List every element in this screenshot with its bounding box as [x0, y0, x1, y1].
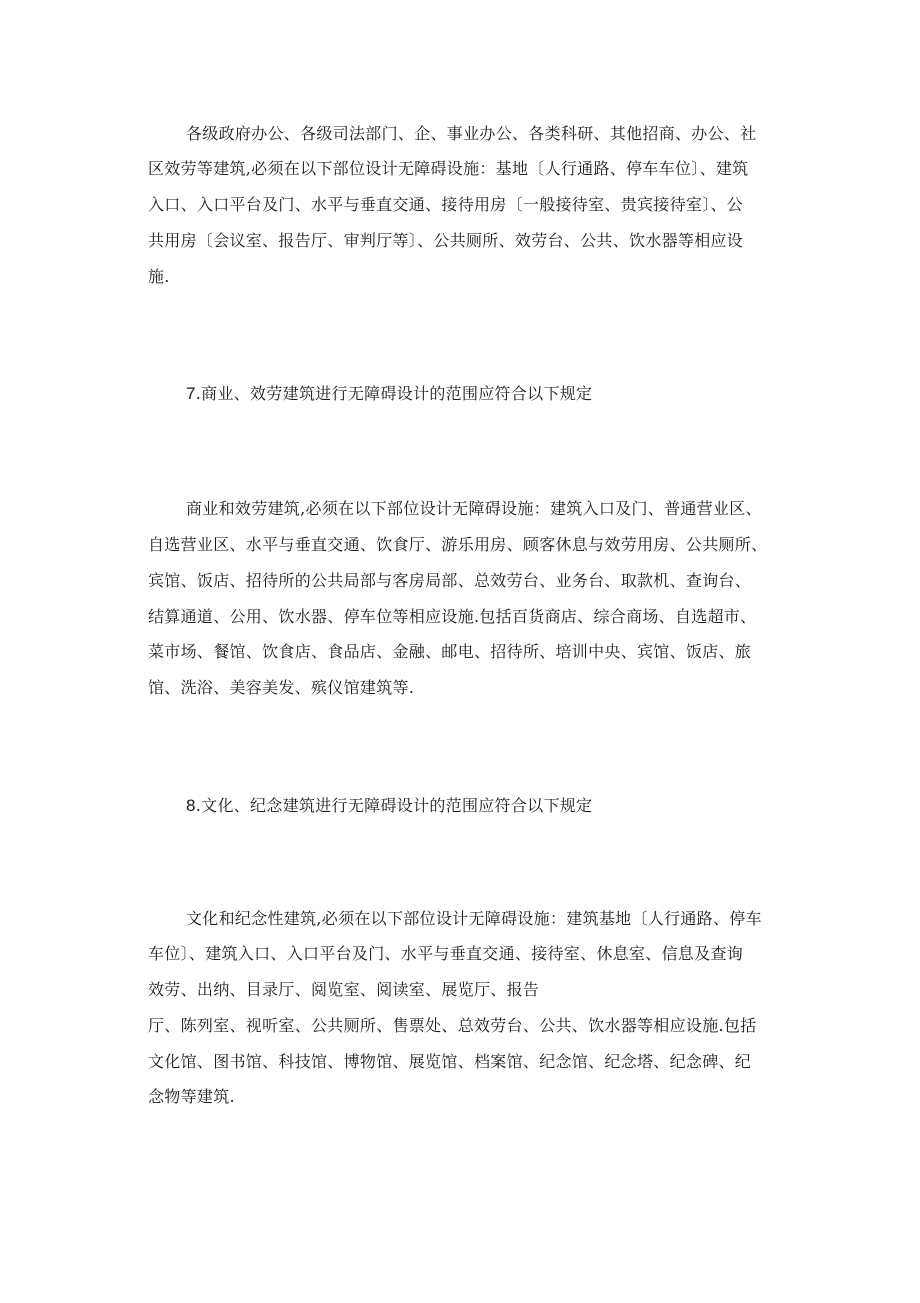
paragraph-line: 结算通道、公用、饮水器、停车位等相应设施.包括百货商店、综合商场、自选超市、: [148, 607, 757, 626]
paragraph-line: 施.: [148, 267, 170, 286]
paragraph-line: 馆、洗浴、美容美发、殡仪馆建筑等.: [148, 678, 415, 697]
section-heading-8: [186, 796, 592, 816]
paragraph-line: 文化馆、图书馆、科技馆、博物馆、展览馆、档案馆、纪念馆、纪念塔、纪念碑、纪: [148, 1052, 752, 1071]
heading-number: 7: [186, 384, 196, 403]
section-heading-7: [186, 384, 592, 404]
paragraph-line: 区效劳等建筑,必须在以下部位设计无障碍设施：基地〔人行通路、停车车位〕、建筑: [148, 159, 749, 178]
paragraph-line: 念物等建筑.: [148, 1087, 235, 1106]
paragraph-line: 效劳、出纳、目录厅、阅览室、阅读室、展览厅、报告: [148, 980, 540, 999]
paragraph-line: 商业和效劳建筑,必须在以下部位设计无障碍设施：建筑入口及门、普通营业区、: [186, 499, 762, 518]
paragraph-line: 各级政府办公、各级司法部门、企、事业办公、各类科研、其他招商、办公、社: [186, 124, 757, 143]
heading-number: 8: [186, 796, 196, 815]
paragraph-line: 文化和纪念性建筑,必须在以下部位设计无障碍设施：建筑基地〔人行通路、停车: [186, 909, 762, 928]
paragraph-line: 车位〕、建筑入口、入口平台及门、水平与垂直交通、接待室、休息室、信息及查询: [148, 944, 744, 963]
heading-text: .商业、效劳建筑进行无障碍设计的范围应符合以下规定: [195, 384, 593, 403]
paragraph-line: 厅、陈列室、视听室、公共厕所、售票处、总效劳台、公共、饮水器等相应设施.包括: [148, 1016, 757, 1035]
heading-text: .文化、纪念建筑进行无障碍设计的范围应符合以下规定: [195, 796, 593, 815]
paragraph-line: 菜市场、餐馆、饮食店、食品店、金融、邮电、招待所、培训中央、宾馆、饭店、旅: [148, 642, 752, 661]
paragraph-line: 宾馆、饭店、招待所的公共局部与客房局部、总效劳台、业务台、取款机、查询台、: [148, 571, 752, 590]
paragraph-line: 共用房〔会议室、报告厅、审判厅等〕、公共厕所、效劳台、公共、饮水器等相应设: [148, 231, 744, 250]
paragraph-line: 自选营业区、水平与垂直交通、饮食厅、游乐用房、顾客休息与效劳用房、公共厕所、: [148, 535, 768, 554]
paragraph-line: 入口、入口平台及门、水平与垂直交通、接待用房〔一般接待室、贵宾接待室〕、公: [148, 195, 744, 214]
